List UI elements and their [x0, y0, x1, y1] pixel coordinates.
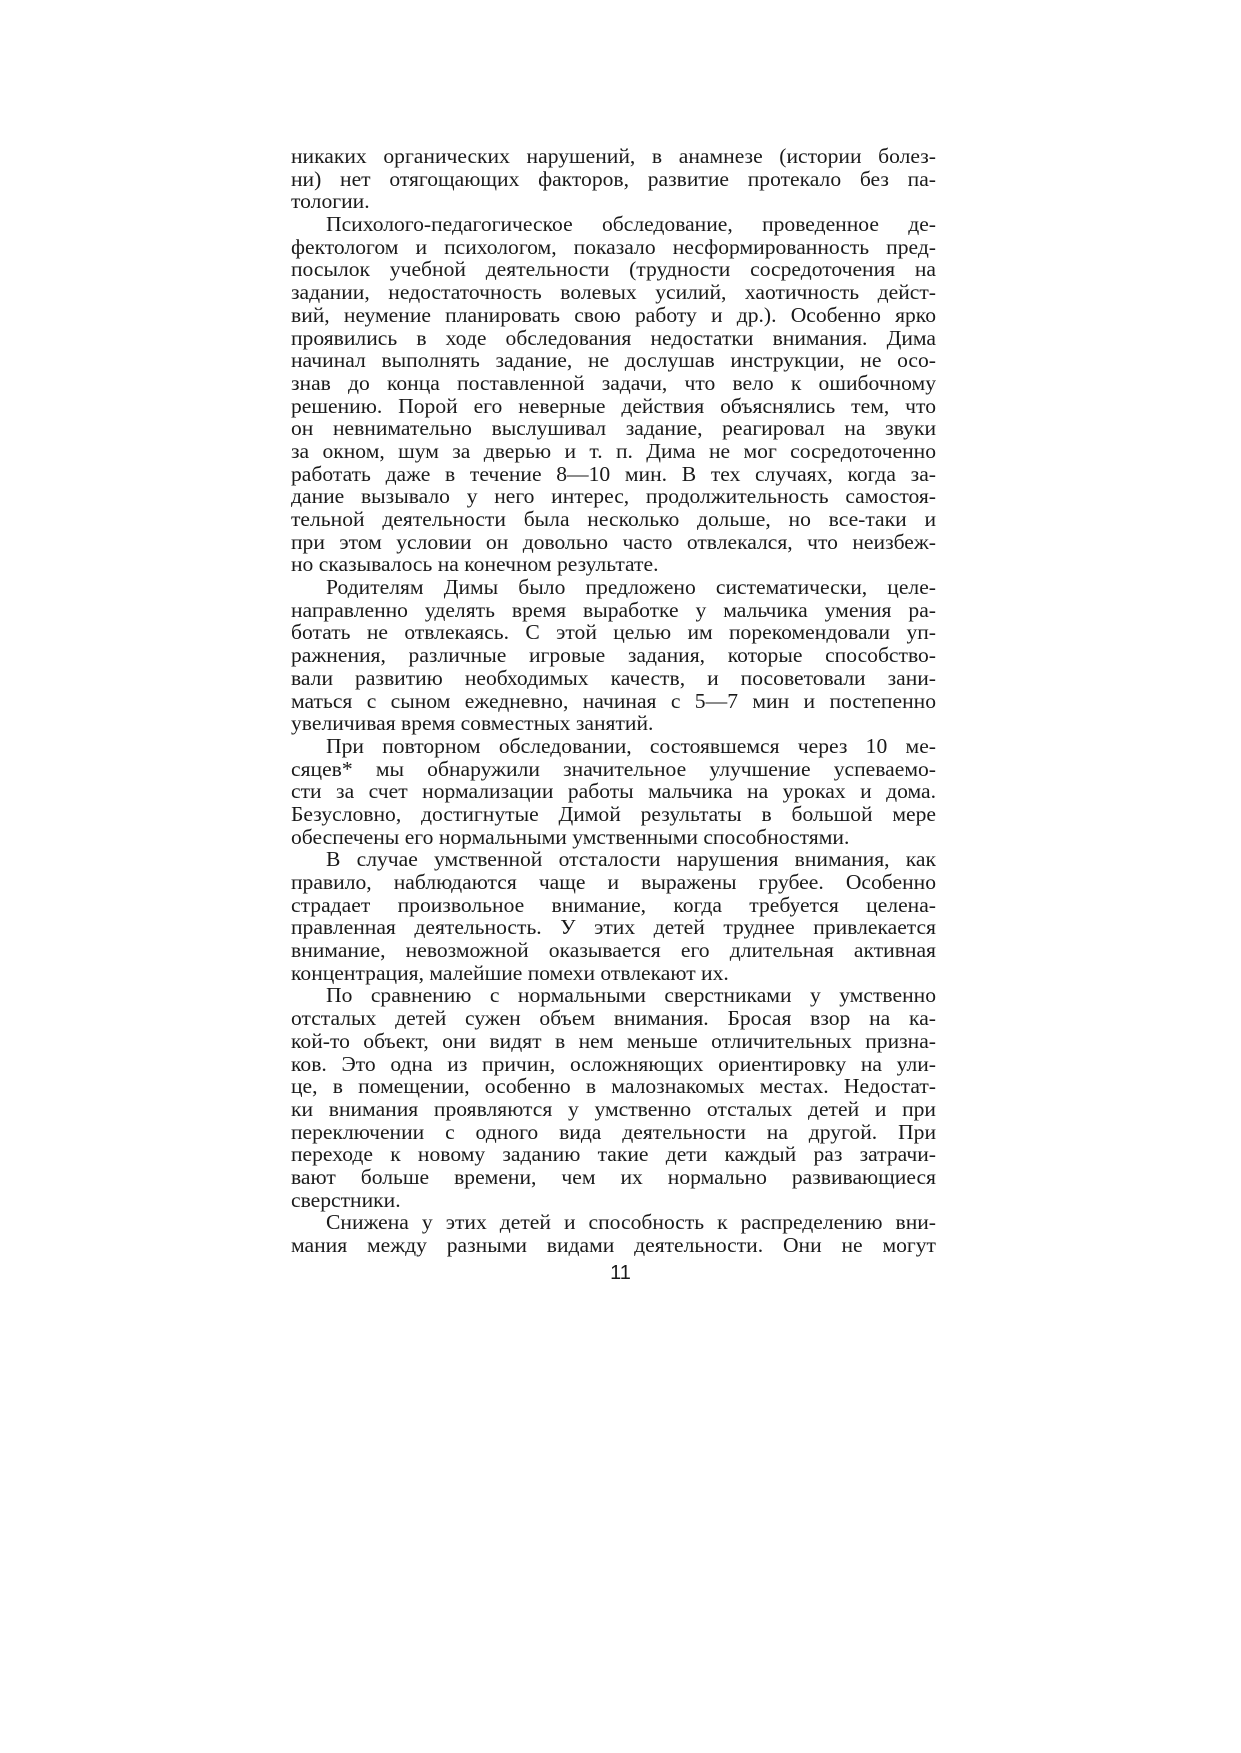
text-line: кой-то объект, они видят в нем меньше отличительных призна-	[291, 1028, 936, 1053]
text-line: сяцев* мы обнаружили значительное улучшение успеваемо-	[291, 756, 936, 781]
text-line: переключении с одного вида деятельности на другой. При	[291, 1119, 936, 1144]
text-line: Снижена у этих детей и способность к распределению вни-	[326, 1210, 936, 1235]
text-line: ки внимания проявляются у умственно отсталых детей и при	[291, 1096, 936, 1121]
body-text	[291, 145, 936, 1257]
text-line: работать даже в течение 8—10 мин. В тех случаях, когда за-	[291, 461, 936, 486]
text-line: вий, неумение планировать свою работу и др.). Особенно ярко	[291, 302, 936, 327]
text-line: решению. Порой его неверные действия объяснялись тем, что	[291, 393, 936, 418]
text-line: страдает произвольное внимание, когда требуется целена-	[291, 892, 936, 917]
text-line: правленная деятельность. У этих детей труднее привлекается	[291, 915, 936, 940]
text-line: Безусловно, достигнутые Димой результаты в большой мере	[291, 801, 936, 826]
text-line: сверстники.	[291, 1187, 401, 1212]
text-line: посылок учебной деятельности (трудности сосредоточения на	[291, 257, 936, 282]
text-line: Родителям Димы было предложено систематически, целе-	[326, 575, 936, 600]
text-line: проявились в ходе обследования недостатки внимания. Дима	[291, 325, 936, 350]
paragraph	[291, 848, 936, 984]
page-number: 11	[610, 1262, 631, 1284]
text-line: це, в помещении, особенно в малознакомых местах. Недостат-	[291, 1074, 936, 1099]
text-line: ражнения, различные игровые задания, которые способство-	[291, 643, 936, 668]
text-line: внимание, невозможной оказывается его длительная активная	[291, 938, 936, 963]
text-line: мания между разными видами деятельности. Они не могут	[291, 1233, 936, 1257]
text-line: задании, недостаточность волевых усилий, хаотичность дейст-	[291, 280, 936, 305]
text-line: при этом условии он довольно часто отвлекался, что неизбеж-	[291, 529, 936, 554]
text-line: вали развитию необходимых качеств, и посоветовали зани-	[291, 665, 936, 690]
text-line: начинал выполнять задание, не дослушав инструкции, не осо-	[291, 348, 936, 373]
text-line: маться с сыном ежедневно, начиная с 5—7 мин и постепенно	[291, 688, 936, 713]
paragraph	[291, 984, 936, 1211]
paragraph	[291, 213, 936, 576]
text-line: он невнимательно выслушивал задание, реагировал на звуки	[291, 416, 936, 441]
text-line: за окном, шум за дверью и т. п. Дима не мог сосредоточенно	[291, 438, 936, 463]
text-line: В случае умственной отсталости нарушения внимания, как	[326, 847, 936, 872]
text-line: концентрация, малейшие помехи отвлекают их.	[291, 960, 729, 985]
text-line: ков. Это одна из причин, осложняющих ориентировку на ули-	[291, 1051, 936, 1076]
paragraph	[291, 735, 936, 848]
text-line: дание вызывало у него интерес, продолжительность самостоя-	[291, 484, 936, 509]
paragraph	[291, 576, 936, 735]
text-line: обеспечены его нормальными умственными способностями.	[291, 824, 850, 849]
text-line: фектологом и психологом, показало несформированность пред-	[291, 234, 936, 259]
text-line: При повторном обследовании, состоявшемся через 10 ме-	[326, 733, 936, 758]
text-line: вают больше времени, чем их нормально развивающиеся	[291, 1164, 936, 1189]
text-line: правило, наблюдаются чаще и выражены грубее. Особенно	[291, 870, 936, 894]
text-line: но сказывалось на конечном результате.	[291, 552, 659, 577]
text-line: Психолого-педагогическое обследование, проведенное де-	[326, 212, 936, 237]
text-line: увеличивая время совместных занятий.	[291, 711, 654, 736]
text-line: тельной деятельности была несколько дольше, но все-таки и	[291, 507, 936, 531]
text-line: знав до конца поставленной задачи, что вело к ошибочному	[291, 370, 936, 395]
text-line: сти за счет нормализации работы мальчика на уроках и дома.	[291, 779, 936, 804]
text-line: тологии.	[291, 189, 370, 214]
paragraph	[291, 145, 936, 213]
text-line: ни) нет отягощающих факторов, развитие протекало без па-	[291, 166, 936, 191]
paragraph	[291, 1211, 936, 1256]
text-line: ботать не отвлекаясь. С этой целью им порекомендовали уп-	[291, 620, 936, 645]
text-line: По сравнению с нормальными сверстниками у умственно	[326, 983, 936, 1008]
text-line: отсталых детей сужен объем внимания. Бросая взор на ка-	[291, 1006, 936, 1031]
text-line: направленно уделять время выработке у мальчика умения ра-	[291, 597, 936, 622]
text-line: переходе к новому заданию такие дети каждый раз затрачи-	[291, 1142, 936, 1167]
text-line: никаких органических нарушений, в анамнезе (истории болез-	[291, 144, 936, 168]
